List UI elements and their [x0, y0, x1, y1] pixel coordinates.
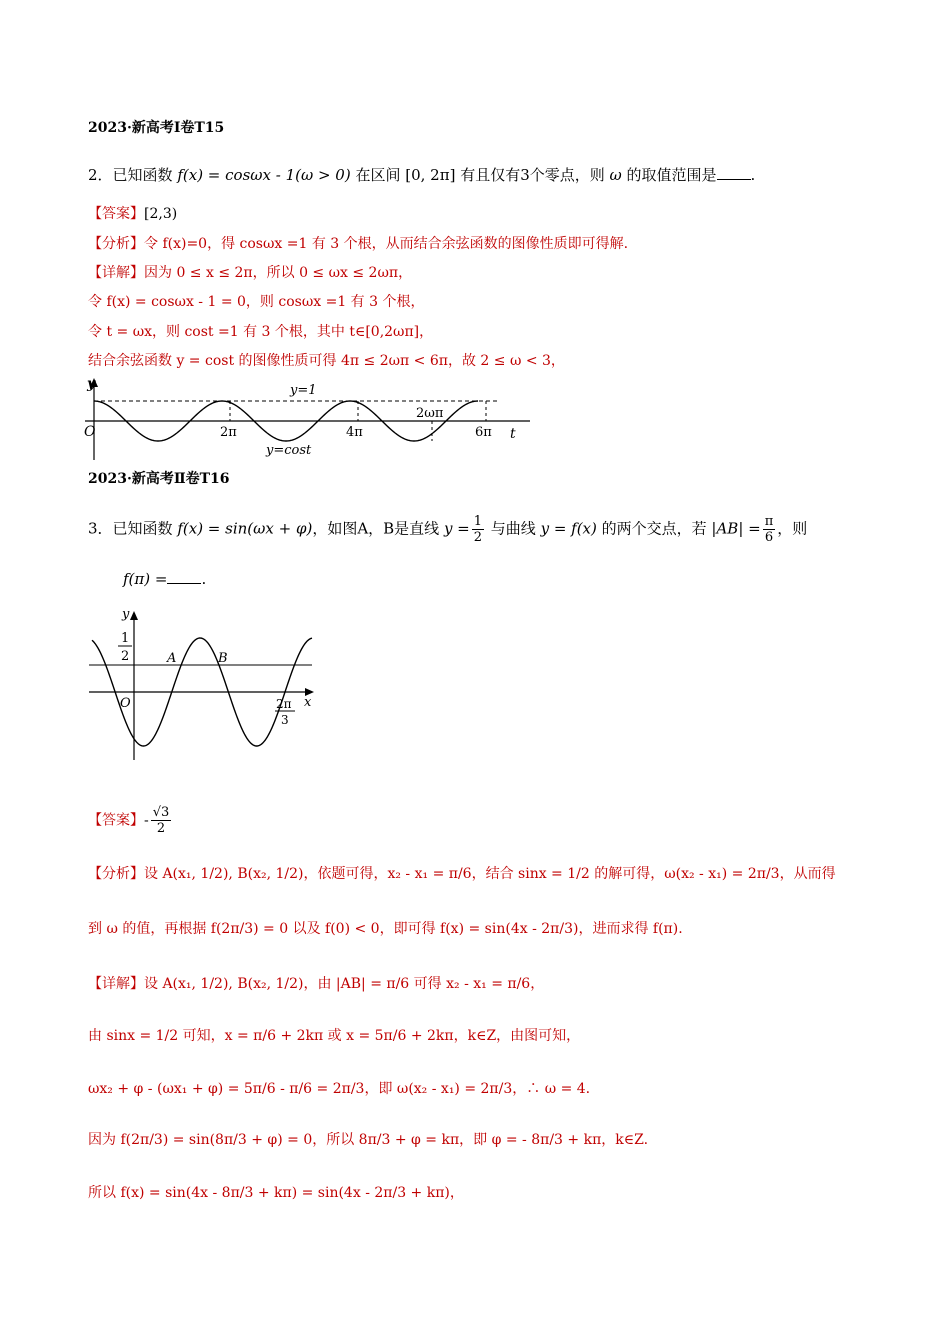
q3-line-y: y =	[443, 519, 470, 538]
q2-analysis-tag: 【分析】	[88, 236, 144, 252]
q3-detail-4: 因为 f(2π/3) = sin(8π/3 + φ) = 0，所以 8π/3 + φ = kπ，即 φ = - 8π/3 + kπ，k∈Z.	[88, 1132, 649, 1148]
q3-pi-num: π	[764, 514, 774, 529]
q3-question	[88, 514, 807, 545]
q3-analysis-line-1	[88, 863, 836, 883]
q2-mark-2wpi: 2ωπ	[416, 406, 444, 421]
q3-detail-2: 由 sinx = 1/2 可知，x = π/6 + 2kπ 或 x = 5π/6 + 2kπ，k∈Z，由图可知，	[88, 1028, 581, 1044]
q3-half-fraction	[472, 514, 484, 545]
q3-y-axis-arrow-icon	[130, 611, 138, 620]
q3-x-tick-den: 3	[281, 713, 289, 727]
q3-half-num: 1	[473, 514, 483, 529]
q2-tick-6pi: 6π	[475, 425, 492, 440]
q3-answer-sign: -	[144, 812, 149, 829]
q2-answer-tag: 【答案】	[88, 206, 144, 222]
q3-detail-line-1	[88, 973, 544, 993]
q3-detail-5: 所以 f(x) = sin(4x - 8π/3 + kπ) = sin(4x - 2π/3 + kπ)，	[88, 1185, 464, 1201]
q3-source-title: 2023·新高考Ⅱ卷T16	[88, 471, 230, 487]
q2-text-b: 在区间	[350, 166, 406, 184]
q2-tick-2pi: 2π	[220, 425, 237, 440]
q3-text-e: ，则	[777, 519, 808, 538]
q3-text-b: ，如图A，B是直线	[312, 519, 444, 538]
q3-ab: |AB| =	[711, 519, 761, 538]
q2-function: f(x) = cosωx - 1(ω > 0)	[177, 166, 351, 184]
q3-curve: y = f(x)	[540, 519, 597, 538]
q3-answer-den: 2	[156, 821, 166, 836]
q2-end: .	[750, 166, 756, 184]
q2-answer-line	[88, 203, 177, 223]
q3-answer-blank	[167, 571, 201, 584]
q2-t-label: t	[510, 426, 516, 442]
q2-detail-tag: 【详解】	[88, 265, 144, 281]
q2-origin-label: O	[84, 424, 96, 440]
q2-text-c: 有且仅有3个零点，则	[455, 166, 610, 184]
q3-ask-line	[123, 570, 206, 588]
q3-y-tick-num: 1	[121, 631, 130, 646]
q2-line-label: y=1	[290, 383, 317, 398]
q2-cosine-graph	[80, 372, 530, 462]
q3-analysis-2: 到 ω 的值，再根据 f(2π/3) = 0 以及 f(0) < 0，即可得 f(x) = sin(4x - 2π/3)，进而求得 f(π).	[88, 921, 683, 937]
q2-answer: [2,3)	[144, 206, 178, 222]
q3-x-tick-num: 2π	[276, 697, 292, 711]
q3-analysis-tag: 【分析】	[88, 866, 144, 882]
q3-answer-line	[88, 805, 173, 836]
q2-question	[88, 164, 755, 185]
q2-source-title: 2023·新高考Ⅰ卷T15	[88, 120, 225, 136]
q3-pi6-fraction	[763, 514, 776, 545]
q3-six-den: 6	[764, 530, 774, 545]
q2-omega: ω	[609, 166, 622, 184]
q3-answer-num: √3	[152, 805, 170, 820]
q2-answer-blank	[717, 167, 751, 180]
q2-curve-label: y=cost	[266, 443, 312, 458]
q3-sine-graph	[84, 600, 324, 765]
q3-answer-fraction	[151, 805, 172, 836]
q2-text-a: 已知函数	[112, 166, 178, 184]
q3-text-d: 的两个交点，若	[596, 519, 712, 538]
q3-detail-3: ωx₂ + φ - (ωx₁ + φ) = 5π/6 - π/6 = 2π/3，即 ω(x₂ - x₁) = 2π/3，∴ ω = 4.	[88, 1081, 591, 1097]
q2-interval: [0, 2π]	[405, 166, 456, 184]
q3-half-den: 2	[473, 530, 483, 545]
q2-detail-4: 结合余弦函数 y = cost 的图像性质可得 4π ≤ 2ωπ < 6π，故 2 ≤ ω < 3，	[88, 353, 565, 369]
q2-detail-1: 因为 0 ≤ x ≤ 2π，所以 0 ≤ ωx ≤ 2ωπ，	[144, 265, 413, 281]
q3-ask: f(π) =	[123, 570, 168, 588]
q3-end: .	[201, 570, 207, 588]
q3-y-tick-den: 2	[121, 649, 130, 664]
q2-text-d: 的取值范围是	[621, 166, 717, 184]
q3-origin-label: O	[120, 696, 131, 711]
q3-analysis-1: 设 A(x₁, 1/2), B(x₂, 1/2)，依题可得，x₂ - x₁ = π/6，结合 sinx = 1/2 的解可得，ω(x₂ - x₁) = 2π/3，从而得	[144, 866, 836, 882]
q2-analysis: 令 f(x)=0，得 cosωx =1 有 3 个根，从而结合余弦函数的图像性质即可得解.	[144, 236, 629, 252]
q3-detail-tag: 【详解】	[88, 976, 144, 992]
q3-text-c: 与曲线	[486, 519, 541, 538]
q2-y-label: y	[87, 376, 96, 392]
q3-y-label: y	[122, 607, 130, 622]
q3-detail-1: 设 A(x₁, 1/2), B(x₂, 1/2)，由 |AB| = π/6 可得 x₂ - x₁ = π/6，	[144, 976, 545, 992]
q3-number: 3．	[88, 519, 113, 538]
q2-number: 2．	[88, 166, 113, 184]
q2-tick-4pi: 4π	[346, 425, 363, 440]
q3-label-b: B	[218, 651, 228, 666]
q2-detail-2: 令 f(x) = cosωx - 1 = 0，则 cosωx =1 有 3 个根，	[88, 294, 425, 310]
q3-x-label: x	[304, 695, 312, 710]
q3-text-a: 已知函数	[112, 519, 178, 538]
q2-analysis-line	[88, 233, 628, 253]
q3-answer-tag: 【答案】	[88, 812, 144, 829]
q2-detail-3: 令 t = ωx，则 cost =1 有 3 个根，其中 t∈[0,2ωπ]，	[88, 324, 434, 340]
q2-detail-line-1	[88, 262, 412, 282]
q3-function: f(x) = sin(ωx + φ)	[177, 519, 313, 538]
q3-label-a: A	[167, 651, 177, 666]
